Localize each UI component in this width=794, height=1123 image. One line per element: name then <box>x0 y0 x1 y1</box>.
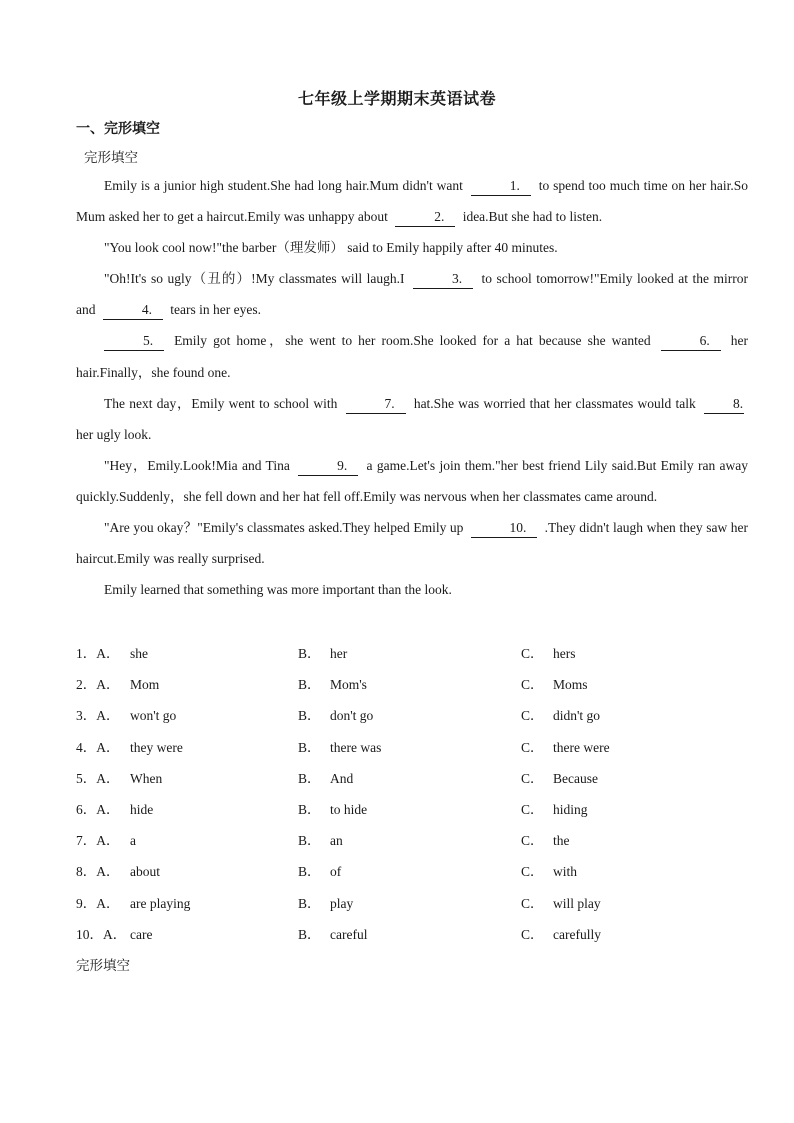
passage-paragraph-6 <box>76 450 748 512</box>
passage-text: "Oh!It's so ugly（丑的）!My classmates will laugh.I <box>104 271 405 287</box>
blank-2[interactable]: 2. <box>395 208 455 227</box>
option-c-label: C． <box>521 895 544 911</box>
option-c[interactable]: hiding <box>553 801 588 817</box>
option-b-label: B． <box>298 708 321 724</box>
passage-text: her hair.Finally，she found one. <box>76 333 749 380</box>
passage-text: "Hey，Emily.Look!Mia and Tina <box>104 457 290 473</box>
section-heading: 一、完形填空 <box>76 121 160 137</box>
option-b[interactable]: Mom's <box>330 677 367 693</box>
passage-text: idea.But she had to listen. <box>462 209 603 225</box>
option-b[interactable]: an <box>330 833 343 849</box>
blank-8[interactable]: 8. <box>704 395 744 414</box>
option-b-label: B． <box>298 677 321 693</box>
option-c-label: C． <box>521 739 544 755</box>
passage-paragraph-8 <box>76 574 748 605</box>
option-a[interactable]: care <box>130 926 153 942</box>
option-b[interactable]: play <box>330 895 354 911</box>
option-c[interactable]: the <box>553 833 570 849</box>
option-a-label: 7．A． <box>76 833 120 849</box>
blank-6[interactable]: 6. <box>661 332 721 351</box>
blank-3[interactable]: 3. <box>413 270 473 289</box>
passage-text: hat.She was worried that her classmates would talk <box>413 395 696 411</box>
cloze-passage <box>76 170 748 605</box>
option-row-3 <box>76 700 756 731</box>
option-b-label: B． <box>298 895 321 911</box>
option-b-label: B． <box>298 833 321 849</box>
option-a[interactable]: Mom <box>130 677 160 693</box>
option-a-label: 4．A． <box>76 739 120 755</box>
option-b-label: B． <box>298 801 321 817</box>
option-c[interactable]: there were <box>553 739 610 755</box>
blank-1[interactable]: 1. <box>471 177 531 196</box>
passage-text: tears in her eyes. <box>170 302 261 318</box>
option-c-label: C． <box>521 770 544 786</box>
passage-paragraph-4 <box>76 325 748 387</box>
option-c[interactable]: will play <box>553 895 601 911</box>
option-a[interactable]: about <box>130 864 160 880</box>
passage-paragraph-5 <box>76 388 748 450</box>
option-c-label: C． <box>521 708 544 724</box>
passage-text: "You look cool now!"the barber（理发师） said to Emily happily after 40 minutes. <box>104 240 558 256</box>
option-a-label: 1．A． <box>76 646 120 661</box>
option-b-label: B． <box>298 739 321 755</box>
option-a-label: 9．A． <box>76 895 120 911</box>
option-c-label: C． <box>521 646 544 661</box>
blank-4[interactable]: 4. <box>103 301 163 320</box>
option-b-label: B． <box>298 646 321 661</box>
blank-10[interactable]: 10. <box>471 519 537 538</box>
blank-9[interactable]: 9. <box>298 457 358 476</box>
option-b[interactable]: careful <box>330 926 368 942</box>
footer-section-label: 完形填空 <box>76 958 130 974</box>
option-b[interactable]: of <box>330 864 342 880</box>
option-c-label: C． <box>521 926 544 942</box>
passage-text: to spend too much time on her hair.So Mum asked her to get a haircut.Emily was unhappy about <box>76 178 748 225</box>
option-b[interactable]: her <box>330 646 348 661</box>
option-c[interactable]: hers <box>553 646 576 661</box>
option-c-label: C． <box>521 864 544 880</box>
passage-paragraph-2 <box>76 232 748 263</box>
passage-text: The next day，Emily went to school with <box>104 395 338 411</box>
option-a-label: 10．A． <box>76 926 127 942</box>
option-row-2 <box>76 669 756 700</box>
passage-text: .They didn't laugh when they saw her haircut.Emily was really surprised. <box>76 520 749 567</box>
option-b[interactable]: to hide <box>330 801 368 817</box>
option-a-label: 8．A． <box>76 864 120 880</box>
passage-text: Emily is a junior high student.She had long hair.Mum didn't want <box>104 178 463 193</box>
option-a[interactable]: they were <box>130 739 183 755</box>
option-b[interactable]: there was <box>330 739 382 755</box>
passage-text: a game.Let's join them."her best friend Lily said.But Emily ran away quickly.Suddenly，she fell down and her hat fell off.Emily was nervous when her classmates came around. <box>76 457 749 504</box>
section-sub-label: 完形填空 <box>84 150 138 166</box>
option-row-9 <box>76 888 756 919</box>
option-a[interactable]: hide <box>130 801 154 817</box>
option-b-label: B． <box>298 770 321 786</box>
option-a[interactable]: won't go <box>130 708 177 724</box>
passage-paragraph-1 <box>76 170 748 232</box>
blank-7[interactable]: 7. <box>346 395 406 414</box>
passage-text: to school tomorrow!"Emily looked at the mirror and <box>76 271 749 318</box>
option-a[interactable]: When <box>130 770 163 786</box>
passage-text: Emily learned that something was more important than the look. <box>104 582 452 598</box>
option-row-6 <box>76 794 756 825</box>
option-a-label: 2．A． <box>76 677 120 693</box>
option-b-label: B． <box>298 864 321 880</box>
option-a[interactable]: are playing <box>130 895 191 911</box>
option-c-label: C． <box>521 801 544 817</box>
page-title: 七年级上学期期末英语试卷 <box>297 89 496 108</box>
blank-5[interactable]: 5. <box>104 332 164 351</box>
option-c[interactable]: Moms <box>553 677 588 693</box>
option-c[interactable]: with <box>553 864 578 880</box>
option-a-label: 5．A． <box>76 770 120 786</box>
option-b[interactable]: don't go <box>330 708 374 724</box>
option-a-label: 3．A． <box>76 708 120 724</box>
option-a[interactable]: she <box>130 646 148 661</box>
option-row-7 <box>76 825 756 856</box>
passage-text: her ugly look. <box>76 426 152 442</box>
option-row-1 <box>76 638 756 669</box>
passage-paragraph-7 <box>76 512 748 574</box>
option-c-label: C． <box>521 833 544 849</box>
option-c[interactable]: carefully <box>553 926 601 942</box>
answer-options <box>76 638 756 950</box>
passage-paragraph-3 <box>76 263 748 325</box>
option-row-8 <box>76 856 756 887</box>
option-c[interactable]: didn't go <box>553 708 601 724</box>
option-b-label: B． <box>298 926 321 942</box>
option-a-label: 6．A． <box>76 801 120 817</box>
option-c[interactable]: Because <box>553 770 598 786</box>
option-row-10 <box>76 919 756 950</box>
option-row-5 <box>76 763 756 794</box>
passage-text: "Are you okay？"Emily's classmates asked.They helped Emily up <box>104 520 464 536</box>
option-a[interactable]: a <box>130 833 136 849</box>
option-row-4 <box>76 732 756 763</box>
option-c-label: C． <box>521 677 544 693</box>
passage-text: Emily got home，she went to her room.She looked for a hat because she wanted <box>174 333 651 349</box>
option-b[interactable]: And <box>330 770 354 786</box>
